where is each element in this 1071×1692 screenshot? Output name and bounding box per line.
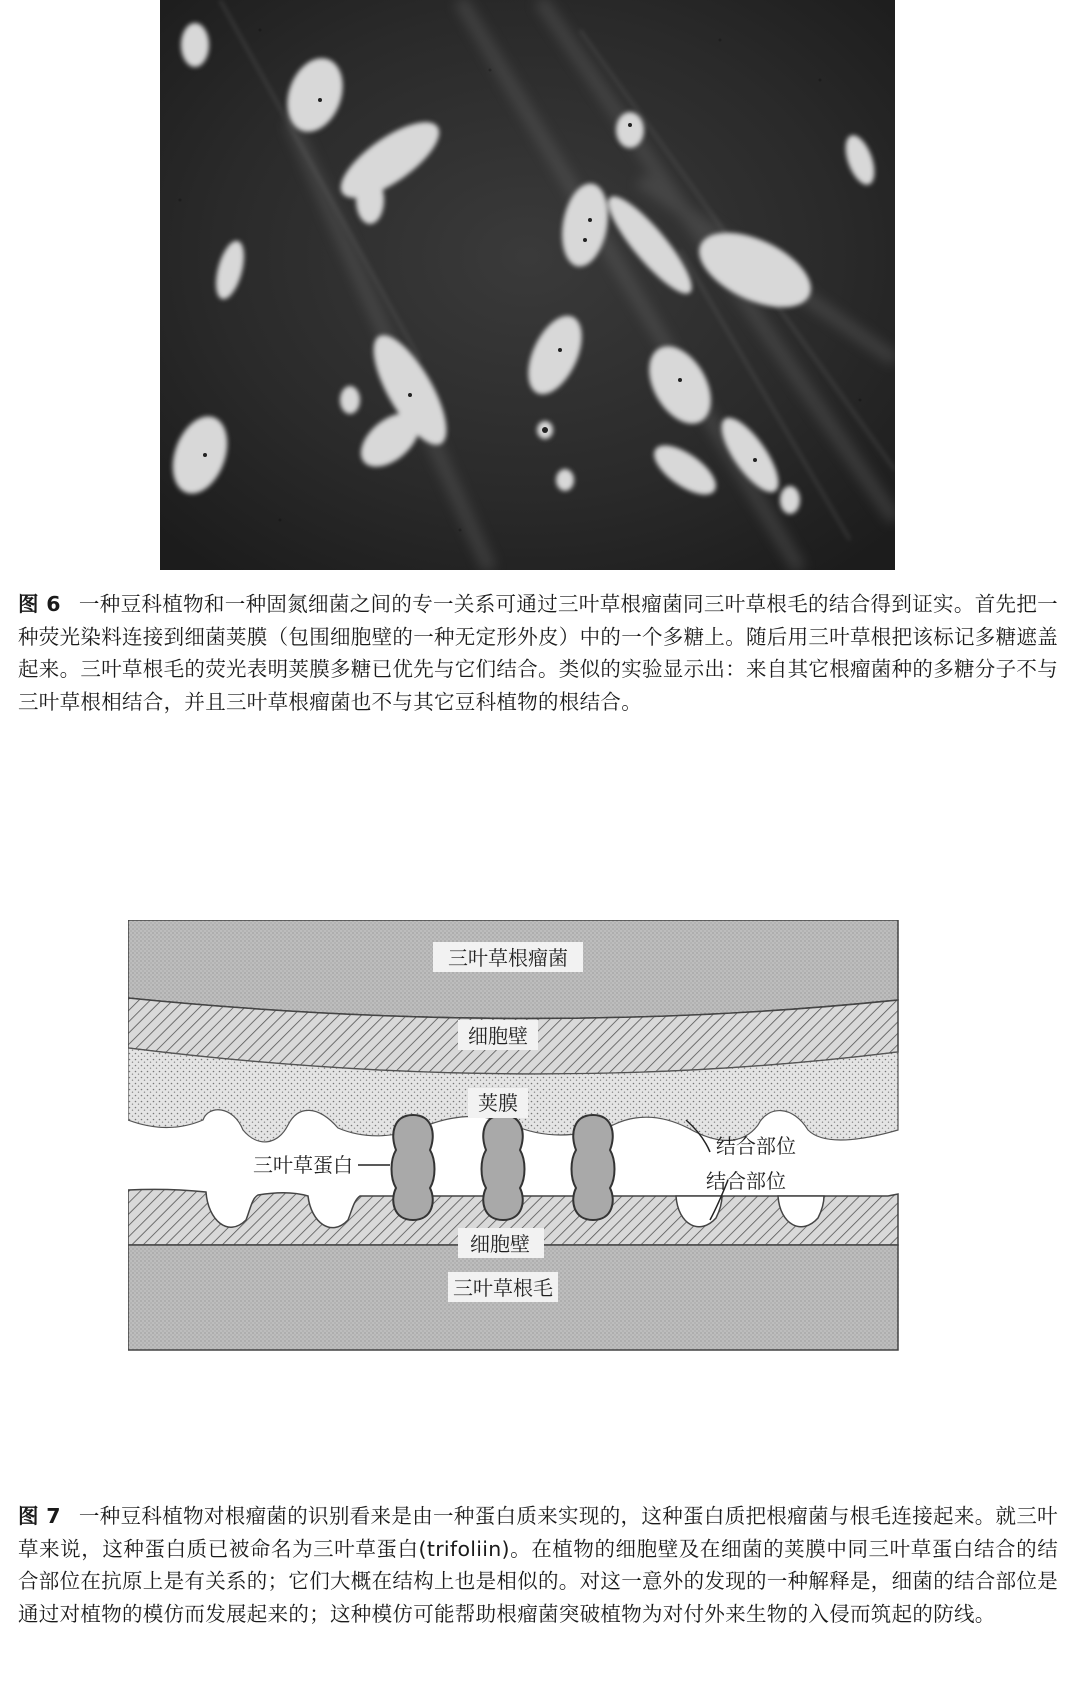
figure-6-caption xyxy=(18,588,1058,718)
label-plant-wall: 细胞壁 xyxy=(470,1232,530,1256)
trifoliin-molecules xyxy=(392,1115,615,1220)
label-capsule: 荚膜 xyxy=(478,1091,518,1115)
label-bacterium: 三叶草根瘤菌 xyxy=(448,946,568,970)
label-trifoliin: 三叶草蛋白 xyxy=(253,1153,353,1177)
figure-6-caption-text: 一种豆科植物和一种固氮细菌之间的专一关系可通过三叶草根瘤菌同三叶草根毛的结合得到证实。首先把一种荧光染料连接到细菌荚膜（包围细胞壁的一种无定形外皮）中的一个多糖上。随后用三叶草根把该标记多糖遮盖起来。三叶草根毛的荧光表明荚膜多糖已优先与它们结合。类似的实验显示出：来自其它根瘤菌种的多糖分子不与三叶草根相结合，并且三叶草根瘤菌也不与其它豆科植物的根结合。 xyxy=(18,592,1058,714)
figure-7-number: 图 7 xyxy=(18,1504,61,1528)
micrograph-image xyxy=(160,0,895,570)
label-root-hair: 三叶草根毛 xyxy=(453,1276,553,1300)
label-binding-site-upper: 结合部位 xyxy=(716,1134,796,1158)
label-binding-site-lower: 结合部位 xyxy=(706,1169,786,1193)
figure-7-caption-text: 一种豆科植物对根瘤菌的识别看来是由一种蛋白质来实现的，这种蛋白质把根瘤菌与根毛连接起来。就三叶草来说，这种蛋白质已被命名为三叶草蛋白(trifoliin)。在植物的细胞壁及在细菌的荚膜中同三叶草蛋白结合的结合部位在抗原上是有关系的；它们大概在结构上也是相似的。对这一意外的发现的一种解释是，细菌的结合部位是通过对植物的模仿而发展起来的；这种模仿可能帮助根瘤菌突破植物为对付外来生物的入侵而筑起的防线。 xyxy=(18,1504,1058,1626)
figure-6-number: 图 6 xyxy=(18,592,61,616)
label-bacterial-wall: 细胞壁 xyxy=(468,1024,528,1048)
binding-diagram xyxy=(128,920,958,1490)
figure-7-caption xyxy=(18,1500,1058,1630)
